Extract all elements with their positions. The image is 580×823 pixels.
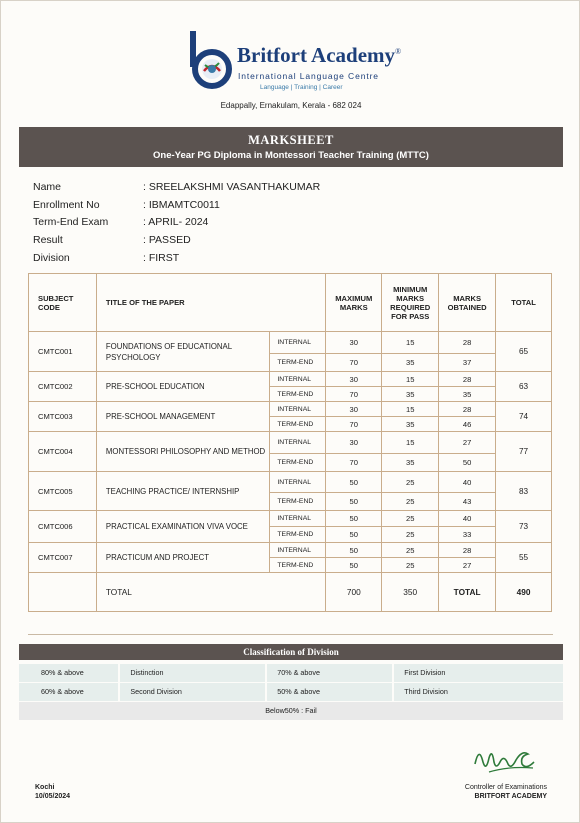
table-row bbox=[29, 432, 552, 454]
subject-total: 55 bbox=[496, 543, 552, 573]
max-marks: 30 bbox=[326, 372, 382, 387]
info-label: Result bbox=[33, 234, 63, 247]
marks-obtained: 37 bbox=[439, 354, 496, 372]
table-row bbox=[29, 543, 552, 558]
min-marks: 35 bbox=[382, 387, 439, 402]
marks-obtained: 50 bbox=[439, 454, 496, 472]
controller-title: Controller of Examinations bbox=[464, 784, 547, 791]
course-name: One-Year PG Diploma in Montessori Teacher Training (MTTC) bbox=[153, 150, 429, 161]
min-marks: 25 bbox=[382, 543, 439, 558]
info-label: Name bbox=[33, 181, 62, 193]
min-marks: 35 bbox=[382, 354, 439, 372]
min-marks: 35 bbox=[382, 454, 439, 472]
info-label: Division bbox=[33, 251, 70, 264]
total-spacer bbox=[29, 573, 97, 612]
issue-date: 10/05/2024 bbox=[35, 793, 71, 800]
component-term-end: TERM-END bbox=[270, 493, 326, 511]
max-marks: 50 bbox=[326, 493, 382, 511]
divider bbox=[28, 634, 553, 635]
info-row-result bbox=[33, 234, 320, 252]
classification-row bbox=[19, 664, 563, 682]
max-marks: 50 bbox=[326, 472, 382, 493]
component-internal: INTERNAL bbox=[270, 472, 326, 493]
component-term-end: TERM-END bbox=[270, 558, 326, 573]
total-obtained-label: TOTAL bbox=[439, 573, 496, 612]
table-row bbox=[29, 372, 552, 387]
max-marks: 30 bbox=[326, 402, 382, 417]
table-total-row bbox=[29, 573, 552, 612]
institution-tagline: Language | Training | Career bbox=[260, 84, 343, 91]
min-marks: 15 bbox=[382, 332, 439, 354]
max-marks: 50 bbox=[326, 511, 382, 527]
controller-academy: BRITFORT ACADEMY bbox=[474, 793, 547, 800]
component-term-end: TERM-END bbox=[270, 417, 326, 432]
marks-table bbox=[28, 273, 552, 612]
paper-title: TEACHING PRACTICE/ INTERNSHIP bbox=[96, 472, 270, 511]
header-min-marks: MINIMUM MARKS REQUIRED FOR PASS bbox=[382, 274, 439, 332]
subject-total: 83 bbox=[496, 472, 552, 511]
document-title: MARKSHEET bbox=[248, 133, 334, 147]
subject-code: CMTC001 bbox=[29, 332, 97, 372]
max-marks: 30 bbox=[326, 332, 382, 354]
classification-title: Classification of Division bbox=[19, 644, 563, 660]
table-row bbox=[29, 402, 552, 417]
component-internal: INTERNAL bbox=[270, 511, 326, 527]
paper-title: PRE-SCHOOL MANAGEMENT bbox=[96, 402, 270, 432]
classification-row bbox=[19, 683, 563, 701]
paper-title: PRACTICAL EXAMINATION VIVA VOCE bbox=[96, 511, 270, 543]
info-value: : PASSED bbox=[143, 234, 191, 247]
student-info bbox=[33, 181, 320, 269]
max-marks: 70 bbox=[326, 417, 382, 432]
issue-place-date bbox=[35, 783, 70, 801]
marks-obtained: 43 bbox=[439, 493, 496, 511]
table-header-row bbox=[29, 274, 552, 332]
class-label: Third Division bbox=[394, 683, 563, 701]
class-label: Distinction bbox=[120, 664, 265, 682]
max-marks: 50 bbox=[326, 527, 382, 543]
britfort-logo-icon bbox=[188, 31, 232, 93]
marks-obtained: 28 bbox=[439, 543, 496, 558]
info-value: : APRIL- 2024 bbox=[143, 216, 209, 229]
issue-place: Kochi bbox=[35, 784, 55, 791]
header-paper-title: TITLE OF THE PAPER bbox=[96, 274, 325, 332]
subject-total: 74 bbox=[496, 402, 552, 432]
controller-signature bbox=[469, 734, 541, 782]
info-value: : IBMAMTC0011 bbox=[143, 198, 220, 211]
fail-criteria: Below50% : Fail bbox=[19, 702, 563, 720]
min-marks: 25 bbox=[382, 527, 439, 543]
title-band bbox=[19, 127, 563, 167]
class-label: Second Division bbox=[120, 683, 265, 701]
subject-code: CMTC003 bbox=[29, 402, 97, 432]
max-marks: 70 bbox=[326, 387, 382, 402]
marks-obtained: 40 bbox=[439, 511, 496, 527]
subject-total: 63 bbox=[496, 372, 552, 402]
info-row-division bbox=[33, 252, 320, 270]
institution-subtitle: International Language Centre bbox=[238, 71, 379, 81]
max-marks: 30 bbox=[326, 432, 382, 454]
table-row bbox=[29, 472, 552, 493]
total-max-marks: 700 bbox=[326, 573, 382, 612]
subject-code: CMTC002 bbox=[29, 372, 97, 402]
component-term-end: TERM-END bbox=[270, 387, 326, 402]
controller-block bbox=[465, 783, 547, 801]
subject-code: CMTC006 bbox=[29, 511, 97, 543]
subject-code: CMTC005 bbox=[29, 472, 97, 511]
subject-total: 65 bbox=[496, 332, 552, 372]
marks-obtained: 28 bbox=[439, 402, 496, 417]
class-range: 60% & above bbox=[19, 683, 118, 701]
marks-obtained: 27 bbox=[439, 432, 496, 454]
marks-obtained: 28 bbox=[439, 372, 496, 387]
max-marks: 50 bbox=[326, 543, 382, 558]
min-marks: 15 bbox=[382, 372, 439, 387]
marks-obtained: 40 bbox=[439, 472, 496, 493]
info-row-exam bbox=[33, 216, 320, 234]
max-marks: 70 bbox=[326, 454, 382, 472]
min-marks: 25 bbox=[382, 558, 439, 573]
class-range: 70% & above bbox=[267, 664, 392, 682]
grand-total: 490 bbox=[496, 573, 552, 612]
paper-title: PRE-SCHOOL EDUCATION bbox=[96, 372, 270, 402]
min-marks: 35 bbox=[382, 417, 439, 432]
institution-address: Edappally, Ernakulam, Kerala - 682 024 bbox=[220, 101, 362, 110]
info-value: : SREELAKSHMI VASANTHAKUMAR bbox=[143, 181, 321, 193]
info-value: : FIRST bbox=[143, 251, 180, 264]
table-row bbox=[29, 511, 552, 527]
paper-title: MONTESSORI PHILOSOPHY AND METHOD bbox=[96, 432, 270, 472]
min-marks: 25 bbox=[382, 472, 439, 493]
info-row-name bbox=[33, 181, 320, 199]
marks-obtained: 35 bbox=[439, 387, 496, 402]
marks-obtained: 28 bbox=[439, 332, 496, 354]
class-range: 80% & above bbox=[19, 664, 118, 682]
subject-code: CMTC004 bbox=[29, 432, 97, 472]
component-term-end: TERM-END bbox=[270, 454, 326, 472]
marks-obtained: 33 bbox=[439, 527, 496, 543]
subject-total: 77 bbox=[496, 432, 552, 472]
paper-title: FOUNDATIONS OF EDUCATIONAL PSYCHOLOGY bbox=[96, 332, 270, 372]
min-marks: 25 bbox=[382, 493, 439, 511]
info-label: Term-End Exam bbox=[33, 216, 109, 229]
info-label: Enrollment No bbox=[33, 198, 100, 211]
header-total: TOTAL bbox=[496, 274, 552, 332]
min-marks: 15 bbox=[382, 402, 439, 417]
total-min-marks: 350 bbox=[382, 573, 439, 612]
header-max-marks: MAXIMUM MARKS bbox=[326, 274, 382, 332]
component-internal: INTERNAL bbox=[270, 402, 326, 417]
component-internal: INTERNAL bbox=[270, 372, 326, 387]
header-marks-obtained: MARKS OBTAINED bbox=[439, 274, 496, 332]
marks-obtained: 46 bbox=[439, 417, 496, 432]
component-term-end: TERM-END bbox=[270, 527, 326, 543]
table-row bbox=[29, 332, 552, 354]
component-term-end: TERM-END bbox=[270, 354, 326, 372]
component-internal: INTERNAL bbox=[270, 543, 326, 558]
min-marks: 15 bbox=[382, 432, 439, 454]
class-range: 50% & above bbox=[267, 683, 392, 701]
max-marks: 70 bbox=[326, 354, 382, 372]
institution-name: Britfort Academy® bbox=[237, 43, 402, 67]
component-internal: INTERNAL bbox=[270, 432, 326, 454]
marks-obtained: 27 bbox=[439, 558, 496, 573]
component-internal: INTERNAL bbox=[270, 332, 326, 354]
subject-code: CMTC007 bbox=[29, 543, 97, 573]
header-subject-code: SUBJECT CODE bbox=[29, 274, 97, 332]
subject-total: 73 bbox=[496, 511, 552, 543]
total-label: TOTAL bbox=[96, 573, 325, 612]
paper-title: PRACTICUM AND PROJECT bbox=[96, 543, 270, 573]
class-label: First Division bbox=[394, 664, 563, 682]
min-marks: 25 bbox=[382, 511, 439, 527]
info-row-enrollment bbox=[33, 199, 320, 217]
max-marks: 50 bbox=[326, 558, 382, 573]
